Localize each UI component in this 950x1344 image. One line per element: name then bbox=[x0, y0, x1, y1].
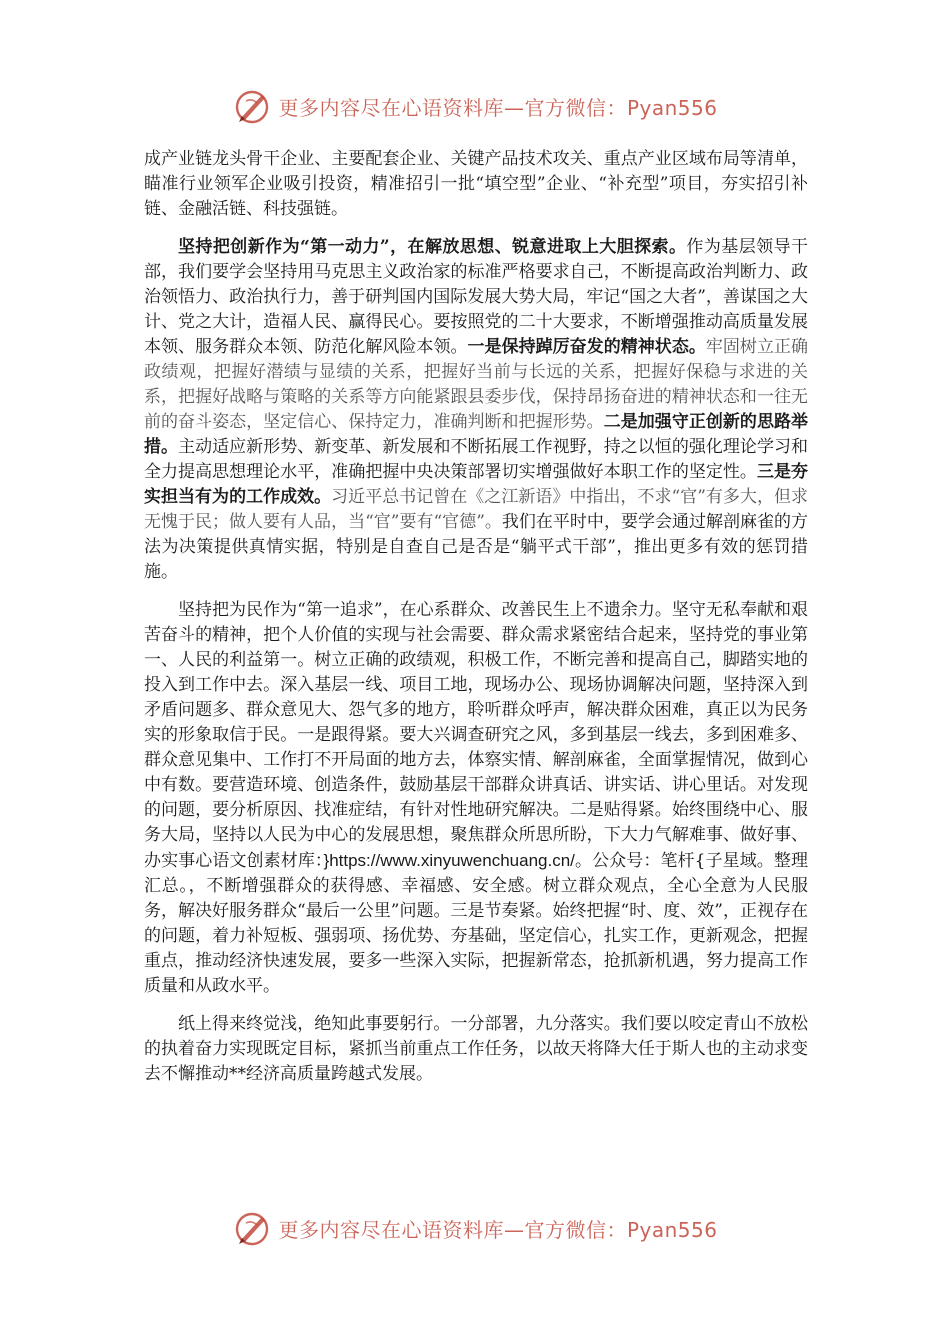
header-watermark-banner bbox=[0, 84, 950, 128]
document-body bbox=[144, 147, 808, 1100]
watermark-text: 更多内容尽在心语资料库—官方微信：Pyan556 bbox=[278, 95, 718, 120]
point-quote-3: 习近平总书记曾在《之江新语》中指出，不求“官”有多大，但求无愧于民；做人要有人品，当“官”要有“官德”。 bbox=[144, 487, 808, 532]
footer-watermark-banner bbox=[0, 1206, 950, 1250]
paragraph-body: 作为基层领导干部，我们要学会坚持用马克思主义政治家的标准严格要求自己，不断提高政治判断力、政治领悟力、政治执行力，善于研判国内国际发展大势大局，牢记“国之大者”，善谋国之大计、党之大计，造福人民、赢得民心。要按照党的二十大要求，不断增强推动高质量发展本领、服务群众本领、防范化解风险本领。 bbox=[144, 237, 808, 357]
point-title-2: 二是加强守正创新的思路举措。 bbox=[144, 412, 809, 457]
point-body-2: 主动适应新形势、新变革、新发展和不断拓展工作视野，持之以恒的强化理论学习和全力提高思想理论水平，准确把握中央决策部署切实增强做好本职工作的坚定性。 bbox=[144, 437, 809, 482]
point-body-3: 我们在平时中，要学会通过解剖麻雀的方法为决策提供真情实据，特别是自查自己是否是“躺平式干部”，推出更多有效的惩罚措施。 bbox=[144, 512, 809, 582]
watermark-text: 更多内容尽在心语资料库—官方微信：Pyan556 bbox=[278, 1217, 718, 1242]
point-title-3: 三是夯实担当有为的工作成效。 bbox=[144, 462, 809, 507]
paragraph-people-first bbox=[144, 598, 808, 999]
website-url-text: }https://www.xinyuwenchuang.cn/ bbox=[323, 851, 575, 870]
paragraph-text-after-url: 。公众号：笔杆{子星域。整理汇总。，不断增强群众的获得感、幸福感、安全感。树立群众观点，全心全意为人民服务，解决好服务群众“最后一公里”问题。三是节奏紧。始终把握“时、度、效”，正视存在的问题，着力补短板、强弱项、扬优势、夯基础，坚定信心，扎实工作，更新观念，把握重点，推动经济快速发展，要多一些深入实际，把握新常态，抢抓新机遇，努力提高工作质量和从政水平。 bbox=[144, 851, 808, 996]
paragraph-innovation bbox=[144, 235, 808, 585]
pen-on-paper-icon bbox=[232, 1208, 272, 1248]
paragraph-conclusion: 纸上得来终觉浅，绝知此事要躬行。一分部署，九分落实。我们要以咬定青山不放松的执着奋力实现既定目标，紧抓当前重点工作任务，以故天将降大任于斯人也的主动求变去不懈推动**经济高质量跨越式发展。 bbox=[144, 1014, 808, 1084]
point-title-1: 一是保持踔厉奋发的精神状态。 bbox=[467, 337, 706, 357]
paragraph-continuation: 成产业链龙头骨干企业、主要配套企业、关键产品技术攻关、重点产业区域布局等清单，瞄准行业领军企业吸引投资，精准招引一批“填空型”企业、“补充型”项目，夯实招引补链、金融活链、科技强链。 bbox=[144, 149, 808, 219]
point-body-1: 牢固树立正确政绩观，把握好潜绩与显绩的关系，把握好当前与长远的关系，把握好保稳与求进的关系，把握好战略与策略的关系等方向能紧跟县委步伐，保持昂扬奋进的精神状态和一往无前的奋斗姿态，坚定信心、保持定力，准确判断和把握形势。 bbox=[144, 337, 809, 432]
pen-on-paper-icon bbox=[232, 86, 272, 126]
paragraph-text-before-url: 坚持把为民作为“第一追求”，在心系群众、改善民生上不遗余力。坚守无私奉献和艰苦奋斗的精神，把个人价值的实现与社会需要、群众需求紧密结合起来，坚持党的事业第一、人民的利益第一。树立正确的政绩观，积极工作，不断完善和提高自己，脚踏实地的投入到工作中去。深入基层一线、项目工地，现场办公、现场协调解决问题，坚持深入到矛盾问题多、群众意见大、怨气多的地方，聆听群众呼声，解决群众困难，真正以为民务实的形象取信于民。一是跟得紧。要大兴调查研究之风，多到基层一线去，多到困难多、群众意见集中、工作打不开局面的地方去，体察实情、解剖麻雀，全面掌握情况，做到心中有数。要营造环境、创造条件，鼓励基层干部群众讲真话、讲实话、讲心里话。对发现的问题，要分析原因、找准症结，有针对性地研究解决。二是贴得紧。始终围绕中心、服务大局，坚持以人民为中心的发展思想，聚焦群众所思所盼，下大力气解难事、做好事、办实事心语文创素材库： bbox=[144, 600, 808, 871]
section-heading-innovation: 坚持把创新作为“第一动力”，在解放思想、锐意进取上大胆探索。 bbox=[178, 237, 687, 257]
